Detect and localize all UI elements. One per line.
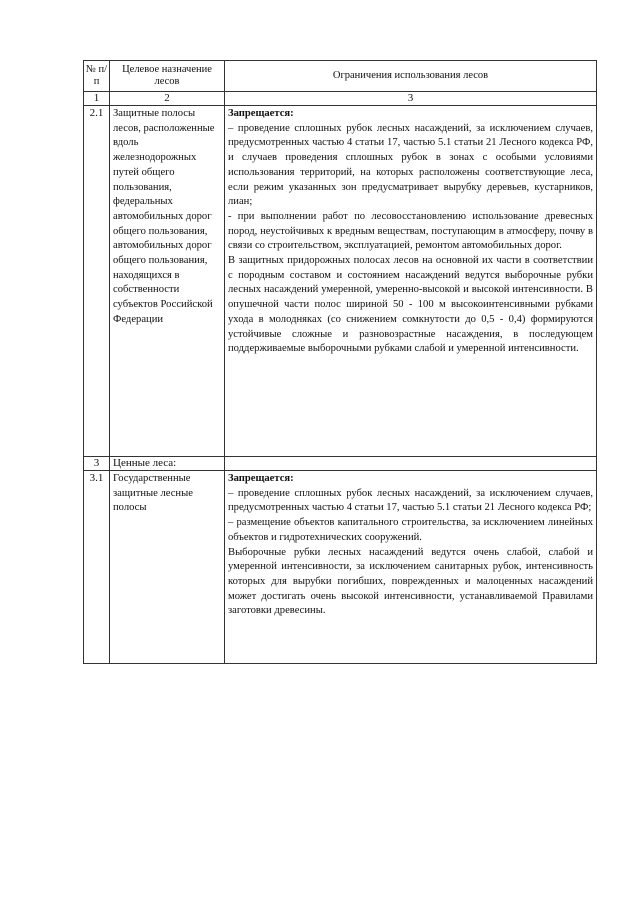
row-restrictions: [225, 471, 597, 664]
restriction-heading: Запрещается:: [228, 108, 294, 119]
numbering-col-3: 3: [225, 92, 597, 106]
table-row-3-1: [84, 471, 597, 664]
row-purpose: Защитные полосы лесов, расположенные вдоль железнодорожных путей общего пользования, федеральных автомобильных дорог общего пользования, автомобильных дорог общего пользования, находящихся в собственности субъектов Российской Федерации: [110, 106, 225, 457]
empty-cell: [225, 457, 597, 471]
row-purpose: Государственные защитные лесные полосы: [110, 471, 225, 664]
restriction-heading: Запрещается:: [228, 473, 294, 484]
restriction-paragraph: - при выполнении работ по лесовосстановлению использование древесных пород, неустойчивых к вредным веществам, поступающим в атмосферу, почву в связи со строительством, эксплуатацией, ремонтом автомобильных дорог.: [228, 210, 593, 252]
table-row-3: [84, 457, 597, 471]
numbering-col-2: 2: [110, 92, 225, 106]
numbering-col-1: 1: [84, 92, 110, 106]
restriction-paragraph: – проведение сплошных рубок лесных насаждений, за исключением случаев, предусмотренных частью 4 статьи 17, частью 5.1 статьи 21 Лесного кодекса РФ;: [228, 487, 593, 514]
header-restrictions: Ограничения использования лесов: [225, 61, 597, 92]
row-index: 2.1: [84, 106, 110, 457]
row-restrictions: [225, 106, 597, 457]
restriction-paragraph: – размещение объектов капитального строительства, за исключением линейных объектов и гидротехнических сооружений.: [228, 517, 593, 543]
row-index: 3.1: [84, 471, 110, 664]
header-number: № п/п: [84, 61, 110, 92]
header-purpose: Целевое назначение лесов: [110, 61, 225, 92]
table-header-row: [84, 61, 597, 92]
row-index: 3: [84, 457, 110, 471]
table-row-2-1: [84, 106, 597, 457]
section-title: Ценные леса:: [110, 457, 225, 471]
restrictions-table: [83, 60, 597, 664]
restriction-paragraph: – проведение сплошных рубок лесных насаждений, за исключением случаев, предусмотренных частью 4 статьи 17, частью 5.1 статьи 21 Лесного кодекса РФ, и случаев проведения сплошных рубок в зонах с особыми условиями использования территорий, на которых расположены соответствующие леса, если режим указанных зон предусматривает вырубку деревьев, кустарников, лиан;: [228, 122, 593, 208]
numbering-row: [84, 92, 597, 106]
restriction-paragraph: Выборочные рубки лесных насаждений ведутся очень слабой, слабой и умеренной интенсивности, за исключением санитарных рубок, интенсивность которых для вырубки погибших, поврежденных и малоценных насаждений может достигать очень высокой интенсивности, устанавливаемой Правилами заготовки древесины.: [228, 546, 593, 617]
restriction-paragraph: В защитных придорожных полосах лесов на основной их части в соответствии с породным составом и состоянием насаждений ведутся выборочные рубки лесных насаждений умеренной, умеренно-высокой и высокой интенсивности. В опушечной части полос шириной 50 - 100 м высокоинтенсивными рубками ухода в молодняках (со снижением сомкнутости до 0,5 - 0,4) формируются устойчивые сложные и разновозрастные насаждения, в последующем поддерживаемые выборочными рубками слабой и умеренной интенсивности.: [228, 255, 593, 355]
